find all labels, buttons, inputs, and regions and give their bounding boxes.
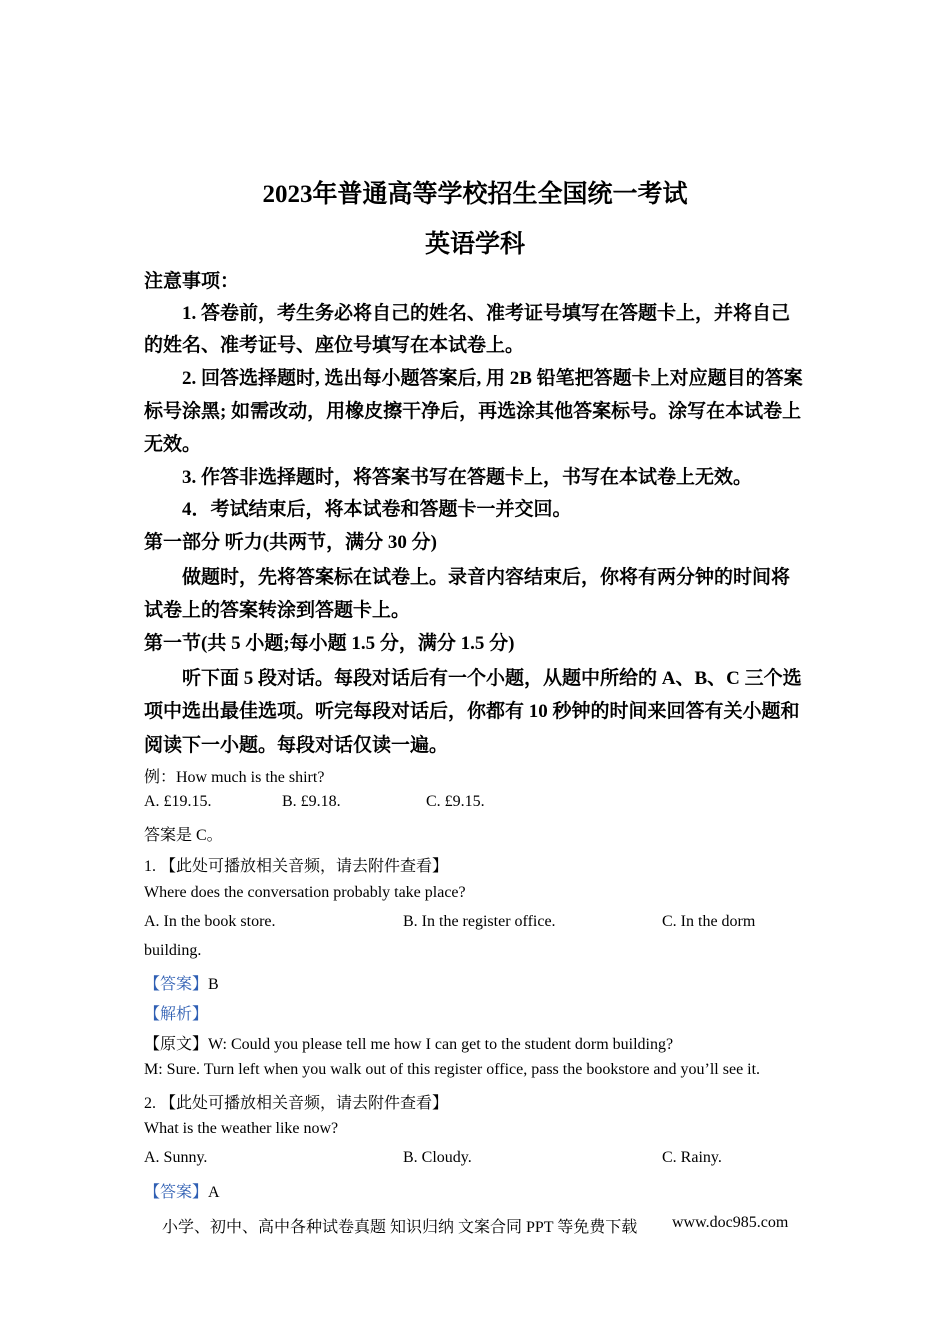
q2-question: What is the weather like now? <box>144 1120 339 1137</box>
q2-option-c: C. Rainy. <box>662 1149 722 1166</box>
q1-original-m: M: Sure. Turn left when you walk out of this register office, pass the bookstore and you’ll see it. <box>144 1061 761 1078</box>
q1-audio-link[interactable]: 1. 【此处可播放相关音频，请去附件查看】 <box>144 858 449 875</box>
q1-answer-line <box>144 971 219 994</box>
section1-line: 项中选出最佳选项。听完每段对话后，你都有 10 秒钟的时间来回答有关小题和 <box>144 701 800 722</box>
part1-heading: 第一部分 听力(共两节，满分 30 分) <box>144 532 437 553</box>
q1-option-a: A. In the book store. <box>144 913 276 930</box>
analysis-tag: 【解析】 <box>144 1006 209 1023</box>
exam-title: 2023年普通高等学校招生全国统一考试 <box>262 181 688 208</box>
q2-audio-link[interactable]: 2. 【此处可播放相关音频，请去附件查看】 <box>144 1095 449 1112</box>
notice-line: 的姓名、准考证号、座位号填写在本试卷上。 <box>144 335 525 356</box>
q1-option-c: C. In the dorm <box>662 913 756 930</box>
q2-answer-line <box>144 1179 220 1202</box>
example-answer: 答案是 C。 <box>144 827 223 844</box>
answer-tag: 【答案】 <box>144 976 209 993</box>
example-option-b: B. £9.18. <box>282 793 341 810</box>
q2-option-a: A. Sunny. <box>144 1149 208 1166</box>
section1-heading: 第一节(共 5 小题;每小题 1.5 分，满分 1.5 分) <box>144 633 515 654</box>
original-tag: 【原文】 <box>144 1036 209 1053</box>
notice-line: 3. 作答非选择题时，将答案书写在答题卡上，书写在本试卷上无效。 <box>182 467 753 488</box>
q1-original-w <box>144 1031 673 1054</box>
notice-line: 无效。 <box>144 434 202 455</box>
section1-line: 听下面 5 段对话。每段对话后有一个小题，从题中所给的 A、B、C 三个选 <box>182 668 802 689</box>
q2-option-b: B. Cloudy. <box>403 1149 472 1166</box>
notice-line: 4．考试结束后，将本试卷和答题卡一并交回。 <box>182 499 572 520</box>
answer-tag: 【答案】 <box>144 1184 209 1201</box>
footer-link[interactable]: www.doc985.com <box>672 1214 789 1231</box>
q2-answer: A <box>208 1184 220 1201</box>
part1-line: 做题时，先将答案标在试卷上。录音内容结束后，你将有两分钟的时间将 <box>182 567 791 588</box>
notice-line: 2. 回答选择题时, 选出每小题答案后, 用 2B 铅笔把答题卡上对应题目的答案 <box>182 368 803 389</box>
subject-title: 英语学科 <box>424 231 525 258</box>
section1-line: 阅读下一小题。每段对话仅读一遍。 <box>144 735 449 756</box>
original-w-text: W: Could you please tell me how I can get to the student dorm building? <box>208 1036 674 1053</box>
q1-option-b: B. In the register office. <box>403 913 556 930</box>
example-question: 例：How much is the shirt? <box>144 769 325 786</box>
notice-line: 1. 答卷前，考生务必将自己的姓名、准考证号填写在答题卡上，并将自己 <box>182 303 791 324</box>
q1-option-c-wrap: building. <box>144 942 202 959</box>
notice-heading: 注意事项： <box>144 271 240 292</box>
q1-question: Where does the conversation probably take place? <box>144 884 466 901</box>
q1-answer: B <box>208 976 219 993</box>
part1-line: 试卷上的答案转涂到答题卡上。 <box>144 600 411 621</box>
example-option-c: C. £9.15. <box>426 793 485 810</box>
footer-text: 小学、初中、高中各种试卷真题 知识归纳 文案合同 PPT 等免费下载 <box>162 1219 638 1236</box>
notice-line: 标号涂黑; 如需改动，用橡皮擦干净后，再选涂其他答案标号。涂写在本试卷上 <box>144 401 802 422</box>
example-option-a: A. £19.15. <box>144 793 212 810</box>
